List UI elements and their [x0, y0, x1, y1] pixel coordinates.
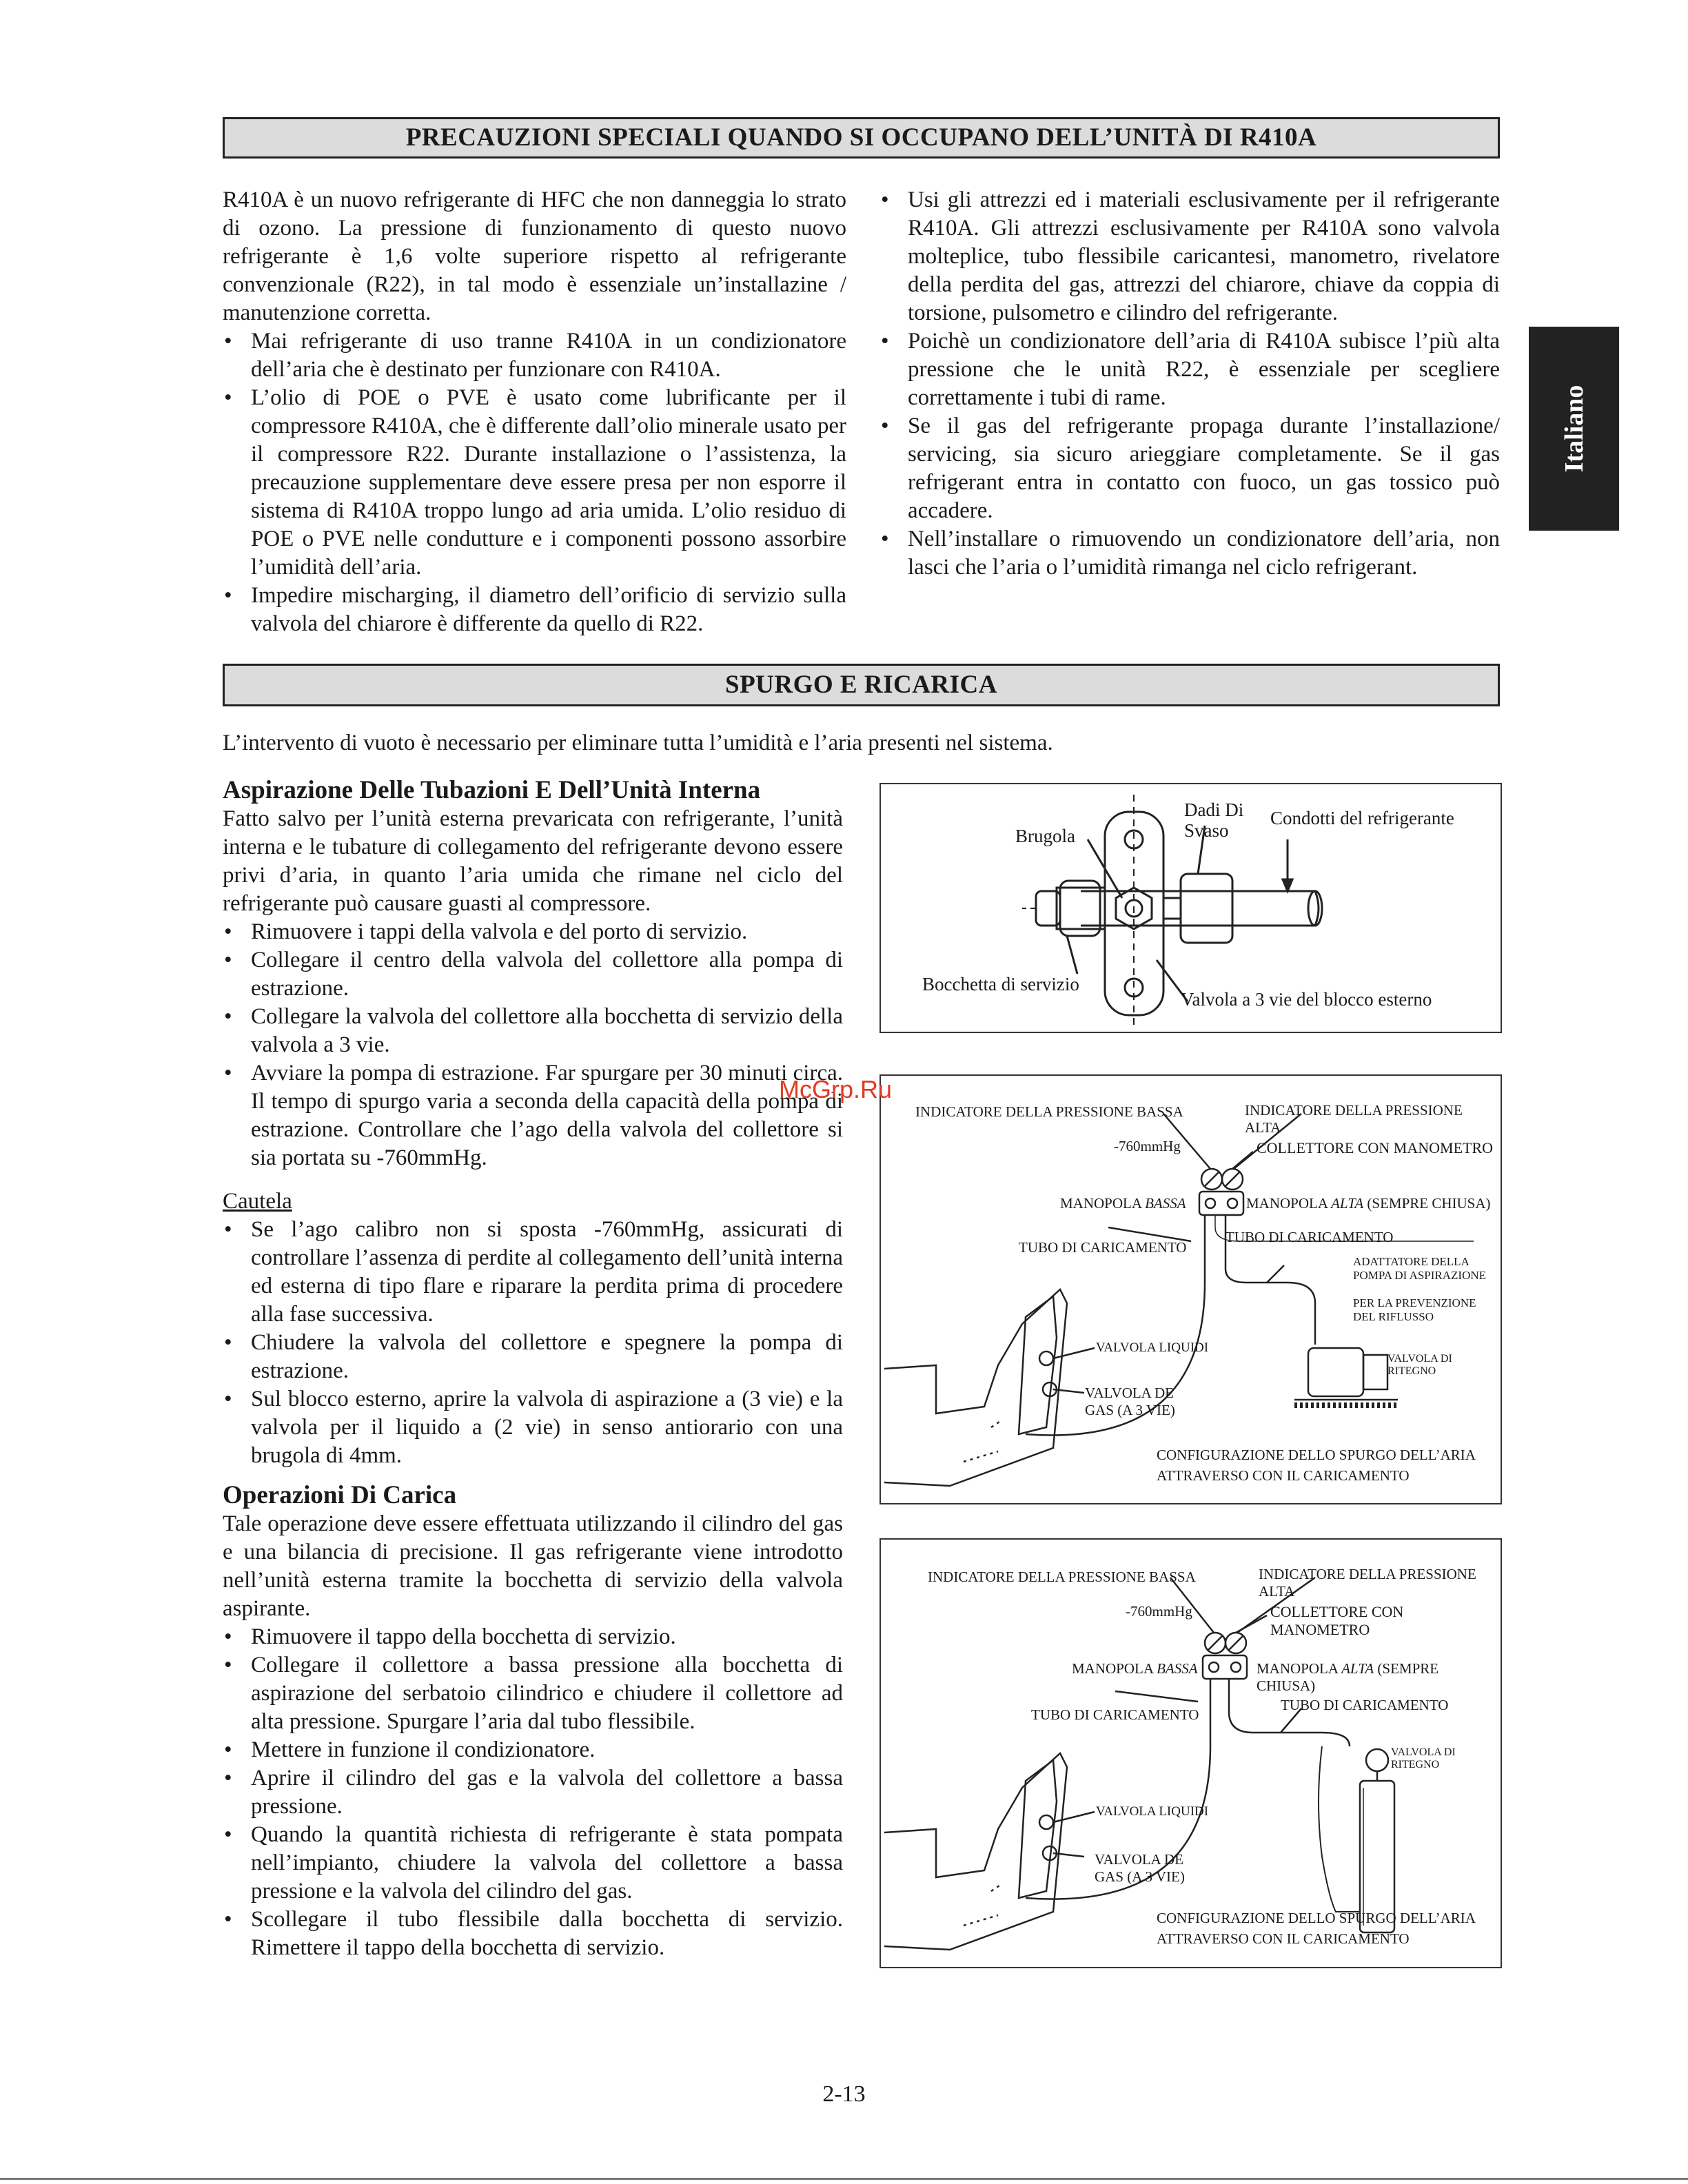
label-high-gauge: INDICATORE DELLA PRESSIONE ALTA: [1245, 1102, 1463, 1136]
section-heading-precautions: PRECAUZIONI SPECIALI QUANDO SI OCCUPANO DELL’UNITÀ DI R410A: [223, 117, 1500, 159]
subheading-charging: Operazioni Di Carica: [223, 1481, 457, 1509]
flare-nut-shape: [1181, 874, 1232, 943]
aspiration-text: Fatto salvo per l’unità esterna prevaricata con refrigerante, l’unità interna e le tubature di collegamento del refrigerante devono essere privi d’aria, in quanto l’aria umida che rimane nel ciclo del refrigerante può causare guasti al compressore.: [223, 806, 843, 916]
label-liquid-valve: VALVOLA LIQUIDI: [1096, 1804, 1209, 1819]
label-knob-high-word: ALTA: [1331, 1195, 1364, 1212]
fig3-caption-line1: CONFIGURAZIONE DELLO SPURGO DELL’ARIA: [1157, 1910, 1476, 1926]
charging-text: Tale operazione deve essere effettuata utilizzando il cilindro del gas e una bilancia di precisione. Il gas refrigerante viene introdotto nell’unità esterna tramite la bocchetta di servizio della valvola aspirante.: [223, 1511, 843, 1621]
label-knob-low: [1072, 1660, 1198, 1677]
label-adapter-line2: POMPA DI ASPIRAZIONE: [1353, 1269, 1487, 1282]
label-knob-high: [1257, 1660, 1501, 1695]
label-high-gauge: INDICATORE DELLA PRESSIONE ALTA: [1259, 1566, 1476, 1600]
language-tab: [1529, 327, 1619, 531]
charging-list: [223, 1623, 843, 1962]
label-knob-high-suffix: (SEMPRE CHIUSA): [1257, 1660, 1439, 1694]
label-mmhg: -760mmHg: [1114, 1138, 1181, 1154]
label-manifold: COLLETTORE CON MANOMETRO: [1270, 1603, 1404, 1638]
caution-label: Cautela: [223, 1189, 292, 1214]
label-knob-low-word: BASSA: [1157, 1660, 1198, 1677]
page-number: 2-13: [822, 2081, 866, 2107]
vacuum-pump-shape: [1308, 1348, 1363, 1396]
label-gas-valve-line2: GAS (A 3 VIE): [1085, 1402, 1175, 1418]
label-gas-valve-line2: GAS (A 3 VIE): [1095, 1868, 1185, 1885]
label-check-valve: VALVOLA DI RITEGNO: [1387, 1353, 1452, 1377]
list-item: • Quando la quantità richiesta di refrigerante è stata pompata nell’impianto, chiudere la valvola del collettore a bassa pressione e la valvola del cilindro del gas.: [223, 1821, 843, 1906]
charging-cylinder-diagram: [879, 1538, 1502, 1968]
fig2-caption-line2: ATTRAVERSO CON IL CARICAMENTO: [1157, 1467, 1410, 1484]
label-condotti: Condotti del refrigerante: [1270, 808, 1454, 828]
list-item: • Sul blocco esterno, aprire la valvola di aspirazione a (3 vie) e la valvola per il liquido a (2 vie) in senso antiorario con una brugola di 4mm.: [223, 1385, 843, 1470]
aspiration-list: [223, 918, 843, 1172]
label-backflow-line2: DEL RIFLUSSO: [1353, 1310, 1434, 1323]
fig3-caption: [1157, 1908, 1476, 1949]
label-knob-low-prefix: MANOPOLA: [1072, 1660, 1157, 1677]
list-item: • Mettere in funzione il condizionatore.: [223, 1736, 843, 1764]
label-knob-high: [1246, 1195, 1491, 1212]
language-tab-label: Italiano: [1559, 385, 1589, 473]
list-item: • Aprire il cilindro del gas e la valvola del collettore a bassa pressione.: [223, 1764, 843, 1821]
label-adapter: [1353, 1255, 1486, 1283]
list-item: • Se il gas del refrigerante propaga durante l’installazione/ servicing, sia sicuro arieggiare completamente. Se il gas refrigerant entra in contatto con fuoco, un gas tossico può accadere.: [879, 412, 1500, 525]
label-liquid-valve: VALVOLA LIQUIDI: [1096, 1340, 1209, 1355]
list-item: • Rimuovere i tappi della valvola e del porto di servizio.: [223, 918, 843, 946]
label-knob-low-prefix: MANOPOLA: [1060, 1195, 1146, 1212]
label-brugola: Brugola: [1015, 826, 1075, 846]
list-item: • Mai refrigerante di uso tranne R410A in un condizionatore dell’aria che è destinato per funzionare con R410A.: [223, 327, 846, 384]
label-mmhg: -760mmHg: [1126, 1603, 1192, 1620]
label-backflow-line1: PER LA PREVENZIONE: [1353, 1296, 1476, 1309]
vacuum-pump-diagram: [879, 1074, 1502, 1504]
label-bocchetta: Bocchetta di servizio: [922, 974, 1079, 994]
label-dadi-line2: Svaso: [1184, 820, 1229, 841]
subheading-aspiration: Aspirazione Delle Tubazioni E Dell’Unità Interna: [223, 776, 761, 804]
label-gas-valve: [1085, 1385, 1175, 1419]
label-low-gauge: INDICATORE DELLA PRESSIONE BASSA: [928, 1569, 1196, 1585]
list-item: • Nell’installare o rimuovendo un condizionatore dell’aria, non lasci che l’aria o l’umidità rimanga nel ciclo refrigerant.: [879, 525, 1500, 582]
bottom-rule: [0, 2178, 1688, 2180]
fig3-caption-line2: ATTRAVERSO CON IL CARICAMENTO: [1157, 1930, 1410, 1947]
label-knob-high-prefix: MANOPOLA: [1257, 1660, 1342, 1677]
label-check-valve: VALVOLA DI RITEGNO: [1391, 1746, 1456, 1770]
label-tube-right: TUBO DI CARICAMENTO: [1226, 1229, 1394, 1245]
label-knob-high-prefix: MANOPOLA: [1246, 1195, 1332, 1212]
list-item: • Se l’ago calibro non si sposta -760mmHg, assicurati di controllare l’assenza di perdite al collegamento dell’unità interna ed esterna di tipo flare e riparare la perdita prima di procedere alla fase successiva.: [223, 1216, 843, 1329]
fig2-caption-line1: CONFIGURAZIONE DELLO SPURGO DELL’ARIA: [1157, 1447, 1476, 1463]
precautions-left-column: [223, 186, 846, 638]
label-gas-valve-line1: VALVOLA DE: [1095, 1851, 1183, 1868]
cylinder-gauge-shape: [1366, 1749, 1388, 1771]
precautions-right-column: [879, 186, 1500, 582]
list-item: • Avviare la pompa di estrazione. Far spurgare per 30 minuti circa. Il tempo di spurgo varia a seconda della capacità della pompa di estrazione. Controllare che l’ago della valvola del collettore si sia portata su -760mmHg.: [223, 1059, 843, 1172]
list-item: • Scollegare il tubo flessibile dalla bocchetta di servizio. Rimettere il tappo della bocchetta di servizio.: [223, 1906, 843, 1962]
valve-diagram: [879, 783, 1502, 1033]
label-gas-valve: [1095, 1851, 1185, 1886]
list-item: • Collegare la valvola del collettore alla bocchetta di servizio della valvola a 3 vie.: [223, 1003, 843, 1059]
purge-text-column: [223, 776, 843, 1962]
label-knob-high-suffix: (SEMPRE CHIUSA): [1363, 1195, 1491, 1212]
label-tube-right: TUBO DI CARICAMENTO: [1281, 1697, 1449, 1713]
label-gas-valve-line1: VALVOLA DE: [1085, 1385, 1174, 1401]
caution-list: [223, 1216, 843, 1470]
section-heading-purge: SPURGO E RICARICA: [223, 664, 1500, 706]
list-item: • Collegare il collettore a bassa pressione alla bocchetta di aspirazione del serbatoio cilindrico e chiudere il collettore ad alta pressione. Spurgare l’aria dal tubo flessibile.: [223, 1651, 843, 1736]
label-low-gauge: INDICATORE DELLA PRESSIONE BASSA: [915, 1103, 1183, 1120]
label-knob-low-word: BASSA: [1145, 1195, 1186, 1212]
label-backflow: [1353, 1296, 1476, 1324]
precautions-right-list: [879, 186, 1500, 582]
label-knob-low: [1060, 1195, 1186, 1212]
precautions-intro: R410A è un nuovo refrigerante di HFC che non danneggia lo strato di ozono. La pressione di funzionamento di questo nuovo refrigerante è 1,6 volte superiore rispetto al refrigerante convenzionale (R22), in tal modo è essenziale un’installazine / manutenzione corretta.: [223, 187, 846, 325]
watermark: McGrp.Ru: [779, 1075, 893, 1103]
purge-intro: L’intervento di vuoto è necessario per eliminare tutta l’umidità e l’aria presenti nel sistema.: [223, 731, 1053, 755]
list-item: • Collegare il centro della valvola del collettore alla pompa di estrazione.: [223, 946, 843, 1003]
label-adapter-line1: ADATTATORE DELLA: [1353, 1255, 1470, 1268]
list-item: • L’olio di POE o PVE è usato come lubrificante per il compressore R410A, che è differente dall’olio minerale usato per il compressore R22. Durante installazione o l’assistenza, la precauzione supplementare deve essere presa per non esporre il sistema di R410A troppo lungo ad aria umida. L’olio residuo di POE o PVE nelle condutture e i componenti possono assorbire l’umidità dell’aria.: [223, 384, 846, 582]
list-item: • Poichè un condizionatore dell’aria di R410A subisce l’più alta pressione che le unità R22, è essenziale per scegliere correttamente i tubi di rame.: [879, 327, 1500, 412]
fig2-caption: [1157, 1445, 1476, 1486]
label-valvola-3-vie: Valvola a 3 vie del blocco esterno: [1181, 989, 1432, 1010]
list-item: • Usi gli attrezzi ed i materiali esclusivamente per il refrigerante R410A. Gli attrezzi esclusivamente per R410A sono valvola molteplice, tubo flessibile caricantesi, manometro, rivelatore della perdita del gas, attrezzi del chiarore, chiave da coppia di torsione, pulsometro e cilindro del refrigerante.: [879, 186, 1500, 327]
outdoor-unit-shape: [884, 1753, 1067, 1950]
list-item: • Rimuovere il tappo della bocchetta di servizio.: [223, 1623, 843, 1651]
list-item: • Chiudere la valvola del collettore e spegnere la pompa di estrazione.: [223, 1329, 843, 1385]
label-dadi-line1: Dadi Di: [1184, 799, 1244, 820]
label-manifold: COLLETTORE CON MANOMETRO: [1257, 1139, 1494, 1156]
label-dadi-di-svaso: [1184, 799, 1243, 841]
label-knob-high-word: ALTA: [1341, 1660, 1374, 1677]
label-tube-left: TUBO DI CARICAMENTO: [1031, 1706, 1199, 1723]
label-tube-left: TUBO DI CARICAMENTO: [1019, 1239, 1187, 1256]
outdoor-unit-shape: [884, 1289, 1067, 1486]
list-item: • Impedire mischarging, il diametro dell’orificio di servizio sulla valvola del chiarore è differente da quello di R22.: [223, 582, 846, 638]
precautions-left-list: [223, 327, 846, 638]
